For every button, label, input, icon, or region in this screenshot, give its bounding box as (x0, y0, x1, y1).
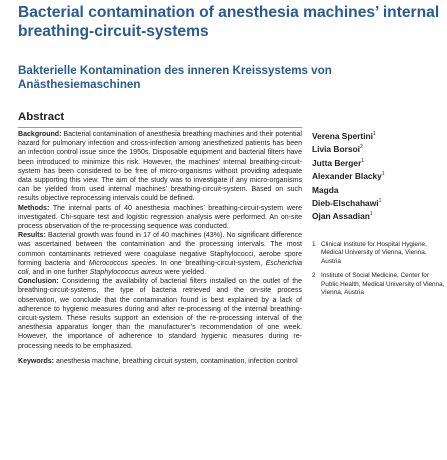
affiliation-list (312, 241, 445, 303)
author-list (312, 129, 442, 223)
results-italic-ecoli: Escherichia coli (18, 259, 302, 277)
author-name: Dieb-Elschahawi$^1$ (312, 197, 382, 208)
paper-subtitle-german: Bakterielle Kontamination des inneren Kreissystems von Anästhesiemaschinen (18, 64, 332, 91)
results-italic-micrococcus: Micrococcus species (88, 259, 156, 267)
abstract-heading: Abstract (18, 111, 65, 123)
abstract-results (18, 231, 302, 277)
author-name: Livia Borsoi$^2$ (312, 144, 363, 155)
affiliation-item (312, 272, 445, 297)
methods-text: The internal parts of 40 anesthesia machines’ breathing-circuit-system were investigated. Chi-square test and logistic regression analysis were performed. An on-site process observation of the re-processing sequence was conducted. (18, 204, 302, 231)
author-name: Magda (312, 184, 339, 195)
results-italic-saureus: Staphylococcus aureus (89, 269, 163, 277)
background-text: Bacterial contamination of anesthesia breathing machines and their potential hazard for pulmonary infection and cross-infection among anesthetized patients has been an infection control issue since the 1950s. Disposable equipment and bacterial filters have been introduced to minimize this risk. However, the machines’ internal breathing-circuit-system has been considered to be free of micro-organisms without providing adequate data supporting this view. The aim of the study was to investigate if any micro-organisms can be yielded from used internal machines’ breathing-circuit-system. Based on such results objective reprocessing intervals could be defined. (18, 131, 302, 203)
keywords-text: anesthesia machine, breathing circuit system, contamination, infection control (54, 357, 298, 365)
methods-label: Methods: (18, 204, 50, 212)
author-name: Ojan Assadian$^1$ (312, 211, 373, 222)
abstract-conclusion (18, 277, 302, 351)
affiliation-item (312, 241, 445, 266)
affiliation-number: 2 (312, 272, 316, 280)
keywords-label: Keywords: (18, 357, 55, 365)
abstract-background (18, 130, 302, 204)
background-label: Background: (18, 131, 62, 138)
results-label: Results: (18, 232, 46, 240)
conclusion-text: Considering the availability of bacterial filters installed on the outlet of the breathing-circuit-systems, the type of bacteria retrieved and the on-site process observation, we conclude that the contamination found is best explained by a lack of adherence to hygienic measures during and after re-processing of the internal breathing-circuit-system. These results support an extension of the re-processing interval of the anesthesia apparatus longer than the manufacturer’s recommendation of one week. However, the importance of adherence to standard hygienic measures during re-processing needs to be emphasized. (18, 278, 302, 350)
conclusion-label: Conclusion: (18, 278, 59, 286)
affiliation-text: Clinical Institute for Hospital Hygiene, Medical University of Vienna, Vienna, Austria (321, 241, 427, 265)
author-name: Jutta Berger$^1$ (312, 157, 365, 168)
abstract-divider (18, 127, 302, 128)
abstract-keywords (18, 357, 302, 366)
paper-title: Bacterial contamination of anesthesia machines’ internal breathing-circuit-systems (18, 4, 440, 40)
abstract-body (18, 130, 302, 366)
affiliation-number: 1 (312, 241, 316, 248)
results-text-1: Bacterial growth was found in 17 of 40 machines (43%). No significant difference was ascertained between the contamination and the processing intervals. The most common contaminants retrieved were coagulase negative Staphylococci, aerobe spore forming bacteria and (18, 232, 302, 267)
author-name: Alexander Blacky$^1$ (312, 170, 385, 181)
results-text-2: . In one breathing-circuit-system, (155, 259, 266, 267)
affiliation-text: Institute of Social Medicine, Center for Public Health, Medical University of Vienna, Vienna, Austria (321, 272, 445, 297)
results-text-3: , and in one further (28, 269, 90, 277)
author-name: Verena Spertini$^1$ (312, 130, 376, 141)
results-text-4: were yielded. (162, 269, 207, 277)
abstract-methods (18, 204, 302, 232)
